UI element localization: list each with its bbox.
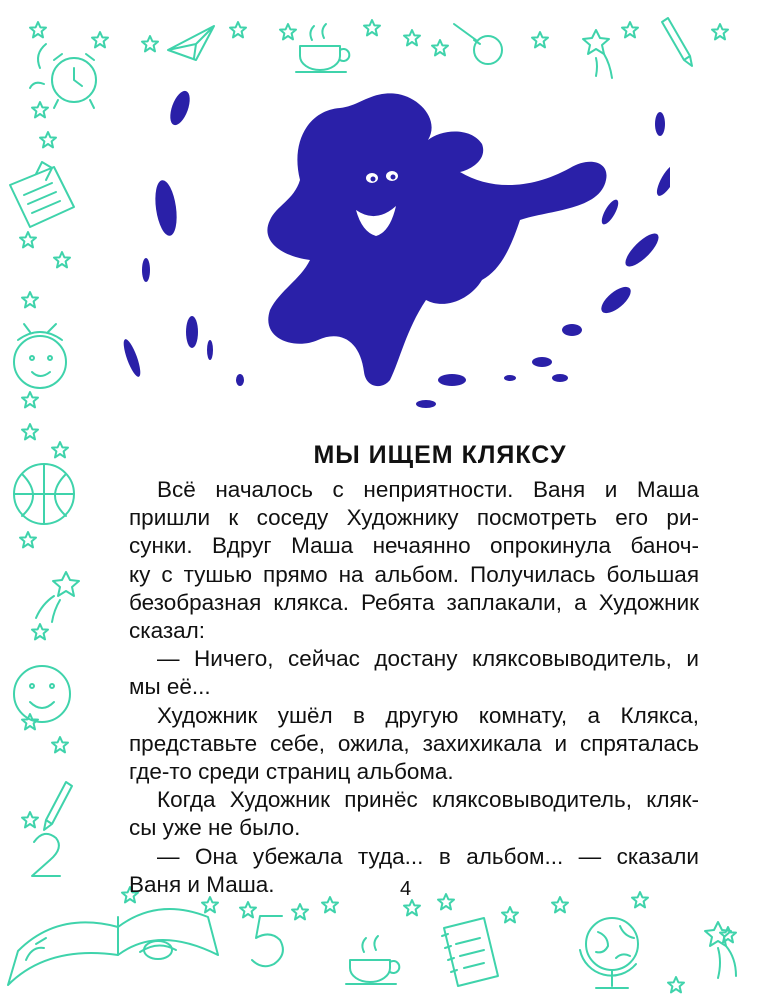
paragraph: [129, 645, 699, 701]
star-icon: [432, 40, 448, 55]
paragraph: [129, 702, 699, 787]
text-line: ку с тушью прямо на альбом. Получилась большая: [129, 561, 699, 587]
star-icon: [502, 907, 518, 922]
text-line: сы уже не было.: [129, 815, 301, 841]
pen-icon: [662, 18, 692, 66]
star-icon: [142, 36, 158, 51]
smiley-icon: [14, 666, 70, 722]
text-line: — Ничего, сейчас достану кляксовыводитель, и: [157, 646, 699, 672]
star-icon: [20, 232, 36, 247]
note-icon: [10, 162, 74, 227]
star-icon: [240, 902, 256, 917]
paragraph: [129, 843, 699, 899]
pen-icon: [44, 782, 72, 830]
paragraph: [129, 476, 699, 645]
star-icon: [22, 424, 38, 439]
star-icon: [30, 22, 46, 37]
paragraph: [129, 786, 699, 842]
star-icon: [32, 624, 48, 639]
number-two-icon: [32, 834, 60, 876]
star-icon: [230, 22, 246, 37]
star-icon: [40, 132, 56, 147]
text-line: Всё началось с неприятности. Ваня и Маша: [157, 477, 699, 502]
star-icon: [668, 977, 684, 992]
text-line: пришли к соседу Художнику посмотреть его ри-: [129, 505, 699, 531]
star-icon: [552, 897, 568, 912]
text-line: сунки. Вдруг Маша нечаянно опрокинула баноч-: [129, 533, 699, 559]
globe-icon: [580, 918, 638, 988]
star-icon: [52, 737, 68, 752]
text-line: Ваня и Маша.: [129, 871, 275, 897]
star-icon: [92, 32, 108, 47]
star-icon: [20, 532, 36, 547]
star-icon: [22, 812, 38, 827]
page-number: 4: [400, 878, 412, 900]
shooting-star-icon: [705, 922, 736, 978]
star-icon: [22, 392, 38, 407]
ball-icon: [14, 464, 74, 524]
text-line: Когда Художник принёс кляксовыводитель, кляк-: [157, 787, 699, 813]
star-icon: [292, 904, 308, 919]
star-icon: [52, 442, 68, 457]
star-icon: [622, 22, 638, 37]
text-line: представьте себе, ожила, захихикала и спряталась: [129, 730, 699, 756]
star-icon: [532, 32, 548, 47]
star-icon: [202, 897, 218, 912]
story-text: [129, 476, 699, 899]
star-icon: [322, 897, 338, 912]
text-line: мы её...: [129, 674, 211, 700]
star-icon: [280, 24, 296, 39]
star-icon: [364, 20, 380, 35]
airplane-icon: [168, 26, 214, 60]
alarm-clock-icon: [30, 44, 96, 108]
magnifier-icon: [454, 24, 502, 64]
teacup-icon: [346, 936, 399, 984]
notebook-icon: [442, 918, 498, 986]
number-five-icon: [252, 916, 283, 966]
text-line: Художник ушёл в другую комнату, а Клякса,: [157, 702, 699, 728]
star-icon: [404, 900, 420, 915]
girl-face-icon: [14, 324, 66, 388]
text-line: сказал:: [129, 618, 206, 644]
open-book-icon: [8, 909, 218, 985]
story-title: МЫ ИЩЕМ КЛЯКСУ: [313, 440, 567, 469]
text-line: где-то среди страниц альбома.: [129, 759, 454, 785]
star-icon: [404, 30, 420, 45]
star-icon: [22, 292, 38, 307]
ink-blot-character: [110, 60, 670, 430]
star-icon: [32, 102, 48, 117]
text-line: безобразная клякса. Ребята заплакали, а Художник: [129, 589, 699, 615]
star-icon: [54, 252, 70, 267]
star-icon: [712, 24, 728, 39]
shooting-star-icon: [36, 572, 79, 622]
text-line: — Она убежала туда... в альбом... — сказали: [157, 843, 699, 869]
